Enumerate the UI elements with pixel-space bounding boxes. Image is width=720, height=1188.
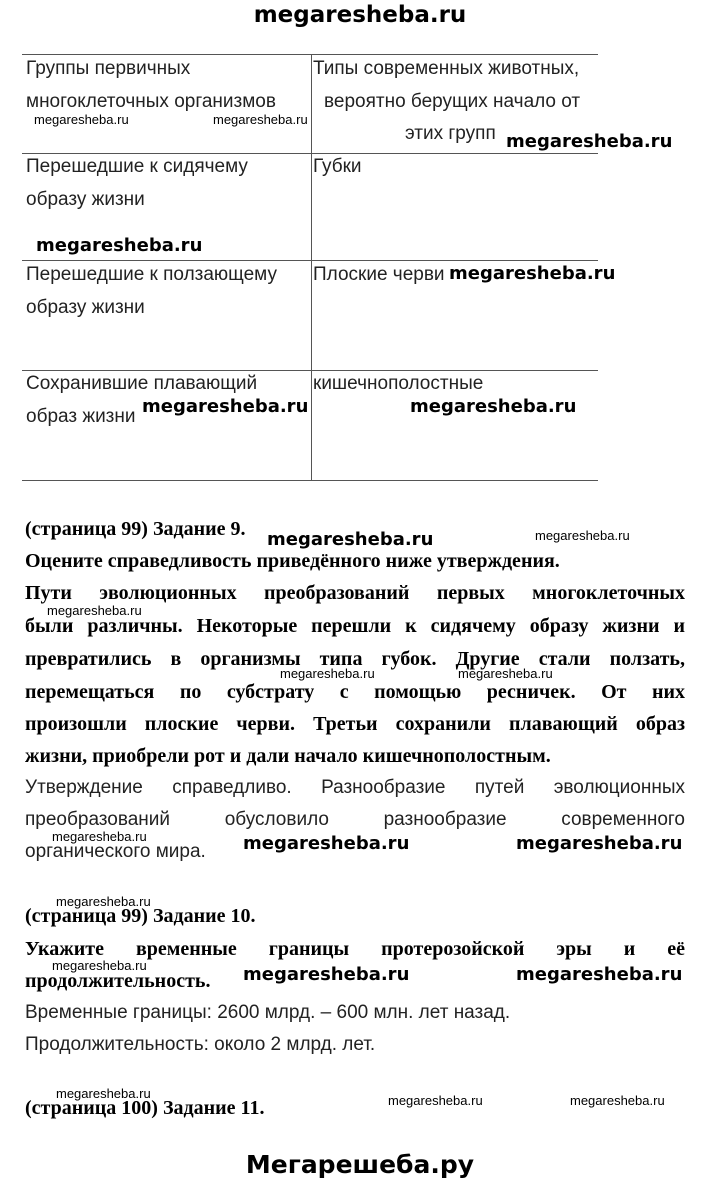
watermark: megaresheba.ru: [506, 131, 673, 152]
watermark: megaresheba.ru: [52, 829, 147, 844]
watermark: megaresheba.ru: [410, 396, 577, 417]
watermark: megaresheba.ru: [267, 529, 434, 550]
task11-heading: (страница 100) Задание 11.: [25, 1097, 265, 1119]
watermark: megaresheba.ru: [458, 666, 553, 681]
watermark: megaresheba.ru: [52, 958, 147, 973]
table-header-right-line: вероятно берущих начало от: [324, 91, 581, 112]
table-border-bottom: [22, 480, 598, 481]
watermark: megaresheba.ru: [516, 964, 683, 985]
task9-question: Оцените справедливость приведённого ниже утверждения.: [25, 550, 560, 572]
task9-statement-line: были различны. Некоторые перешли к сидячему образу жизни и: [25, 615, 685, 637]
table-cell-left: образу жизни: [26, 297, 145, 318]
task9-statement-line: Пути эволюционных преобразований первых многоклеточных: [25, 582, 685, 604]
site-footer: Мегарешеба.ру: [245, 1150, 475, 1179]
watermark: megaresheba.ru: [47, 603, 142, 618]
table-cell-right: Губки: [313, 156, 362, 177]
table-column-divider: [311, 54, 312, 480]
watermark: megaresheba.ru: [243, 964, 410, 985]
task10-answer-line: Продолжительность: около 2 млрд. лет.: [25, 1034, 376, 1055]
site-header: megaresheba.ru: [253, 2, 467, 28]
watermark: megaresheba.ru: [516, 833, 683, 854]
watermark: megaresheba.ru: [280, 666, 375, 681]
task9-statement-line: перемещаться по субстрату с помощью ресничек. От них: [25, 681, 685, 703]
watermark: megaresheba.ru: [243, 833, 410, 854]
watermark: megaresheba.ru: [535, 528, 630, 543]
table-header-right-line: Типы современных животных,: [313, 58, 580, 79]
table-cell-left: Сохранившие плавающий: [26, 373, 258, 394]
watermark: megaresheba.ru: [34, 112, 129, 127]
watermark: megaresheba.ru: [56, 894, 151, 909]
task9-answer-line: органического мира.: [25, 841, 206, 862]
table-cell-left: образ жизни: [26, 406, 136, 427]
table-header-left-line: Группы первичных: [26, 58, 191, 79]
task9-answer-line: Утверждение справедливо. Разнообразие путей эволюционных: [25, 777, 685, 798]
table-cell-left: Перешедшие к ползающему: [26, 264, 277, 285]
task9-statement-line: превратились в организмы типа губок. Другие стали ползать,: [25, 648, 685, 670]
watermark: megaresheba.ru: [570, 1093, 665, 1108]
watermark: megaresheba.ru: [449, 263, 616, 284]
table-cell-right: Плоские черви: [313, 264, 445, 285]
table-cell-left: Перешедшие к сидячему: [26, 156, 248, 177]
task10-question-line: Укажите временные границы протерозойской эры и её: [25, 938, 685, 960]
task9-answer-line: преобразований обусловило разнообразие современного: [25, 809, 685, 830]
watermark: megaresheba.ru: [56, 1086, 151, 1101]
task9-heading: (страница 99) Задание 9.: [25, 518, 246, 540]
table-header-right-line: этих групп: [405, 123, 496, 144]
watermark: megaresheba.ru: [388, 1093, 483, 1108]
task9-statement-line: жизни, приобрели рот и дали начало кишечнополостным.: [25, 745, 551, 767]
table-cell-left: образу жизни: [26, 189, 145, 210]
task10-heading: (страница 99) Задание 10.: [25, 905, 256, 927]
table-cell-right: кишечнополостные: [313, 373, 484, 394]
task10-question-line: продолжительность.: [25, 970, 211, 992]
watermark: megaresheba.ru: [36, 235, 203, 256]
task10-answer-line: Временные границы: 2600 млрд. – 600 млн. лет назад.: [25, 1002, 511, 1023]
watermark: megaresheba.ru: [213, 112, 308, 127]
watermark: megaresheba.ru: [142, 396, 309, 417]
task9-statement-line: произошли плоские черви. Третьи сохранили плавающий образ: [25, 713, 685, 735]
table-header-left-line: многоклеточных организмов: [26, 91, 276, 112]
